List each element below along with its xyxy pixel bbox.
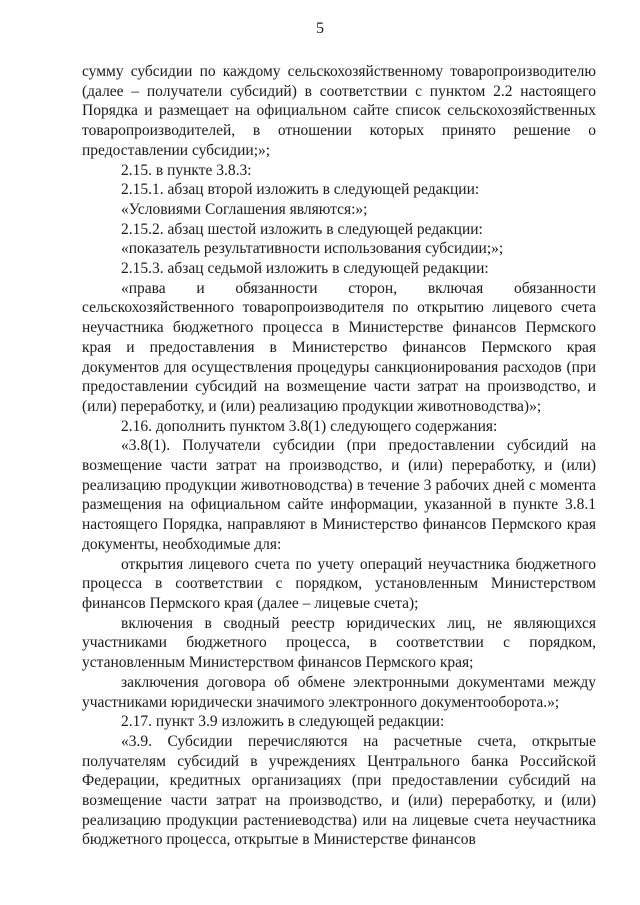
paragraph-5: 2.15.2. абзац шестой изложить в следующей редакции: (121, 220, 483, 238)
paragraph-6: «показатель результативности использования субсидии;»; (121, 240, 504, 258)
paragraph-3: 2.15.1. абзац второй изложить в следующей редакции: (121, 181, 480, 199)
paragraph-13: заключения договора об обмене электронными документами между участниками юридически значимого электронного документооборота.»; (82, 673, 596, 711)
paragraph-7: 2.15.3. абзац седьмой изложить в следующей редакции: (121, 260, 489, 278)
paragraph-15: «3.9. Субсидии перечисляются на расчетные счета, открытые получателям субсидий в учреждениях Центрального банка Российской Федерации, кредитных организациях (при предоставлении субсидий на возмещение части затрат на производство, и (или) переработку, и (или) реализацию продукции растениеводства) или на лицевые счета неучастника бюджетного процесса, открытые в Министерстве финансов (82, 732, 596, 849)
document-body (82, 62, 596, 850)
paragraph-12: включения в сводный реестр юридических лиц, не являющихся участниками бюджетного процесса, в соответствии с порядком, установленным Министерством финансов Пермского края; (82, 614, 596, 672)
paragraph-11: открытия лицевого счета по учету операций неучастника бюджетного процесса в соответствии с порядком, установленным Министерством финансов Пермского края (далее – лицевые счета); (82, 555, 596, 612)
paragraph-10: «3.8(1). Получатели субсидии (при предоставлении субсидий на возмещение части затрат на производство, и (или) переработку, и (или) реализацию продукции животноводства) в течение 3 рабочих дней с момента размещения на официальном сайте информации, указанной в пункте 3.8.1 настоящего Порядка, направляют в Министерство финансов Пермского края документы, необходимые для: (82, 437, 596, 553)
page-number: 5 (316, 20, 324, 37)
paragraph-9: 2.16. дополнить пунктом 3.8(1) следующего содержания: (121, 417, 498, 435)
paragraph-1: сумму субсидии по каждому сельскохозяйственному товаропроизводителю (далее – получатели субсидий) в соответствии с пунктом 2.2 настоящего Порядка и размещает на официальном сайте список сельскохозяйственных товаропроизводителей, в отношении которых принято решение о предоставлении субсидии;»; (82, 63, 596, 159)
paragraph-8: «права и обязанности сторон, включая обязанности сельскохозяйственного товаропроизводителя по открытию лицевого счета неучастника бюджетного процесса в Министерстве финансов Пермского края и предоставления в Министерство финансов Пермского края документов для осуществления процедуры санкционирования расходов (при предоставлении субсидий на возмещение части затрат на производство, и (или) переработку, и (или) реализацию продукции животноводства)»; (82, 279, 596, 415)
paragraph-2: 2.15. в пункте 3.8.3: (121, 161, 252, 179)
paragraph-4: «Условиями Соглашения являются:»; (121, 200, 368, 218)
paragraph-14: 2.17. пункт 3.9 изложить в следующей редакции: (121, 713, 445, 731)
